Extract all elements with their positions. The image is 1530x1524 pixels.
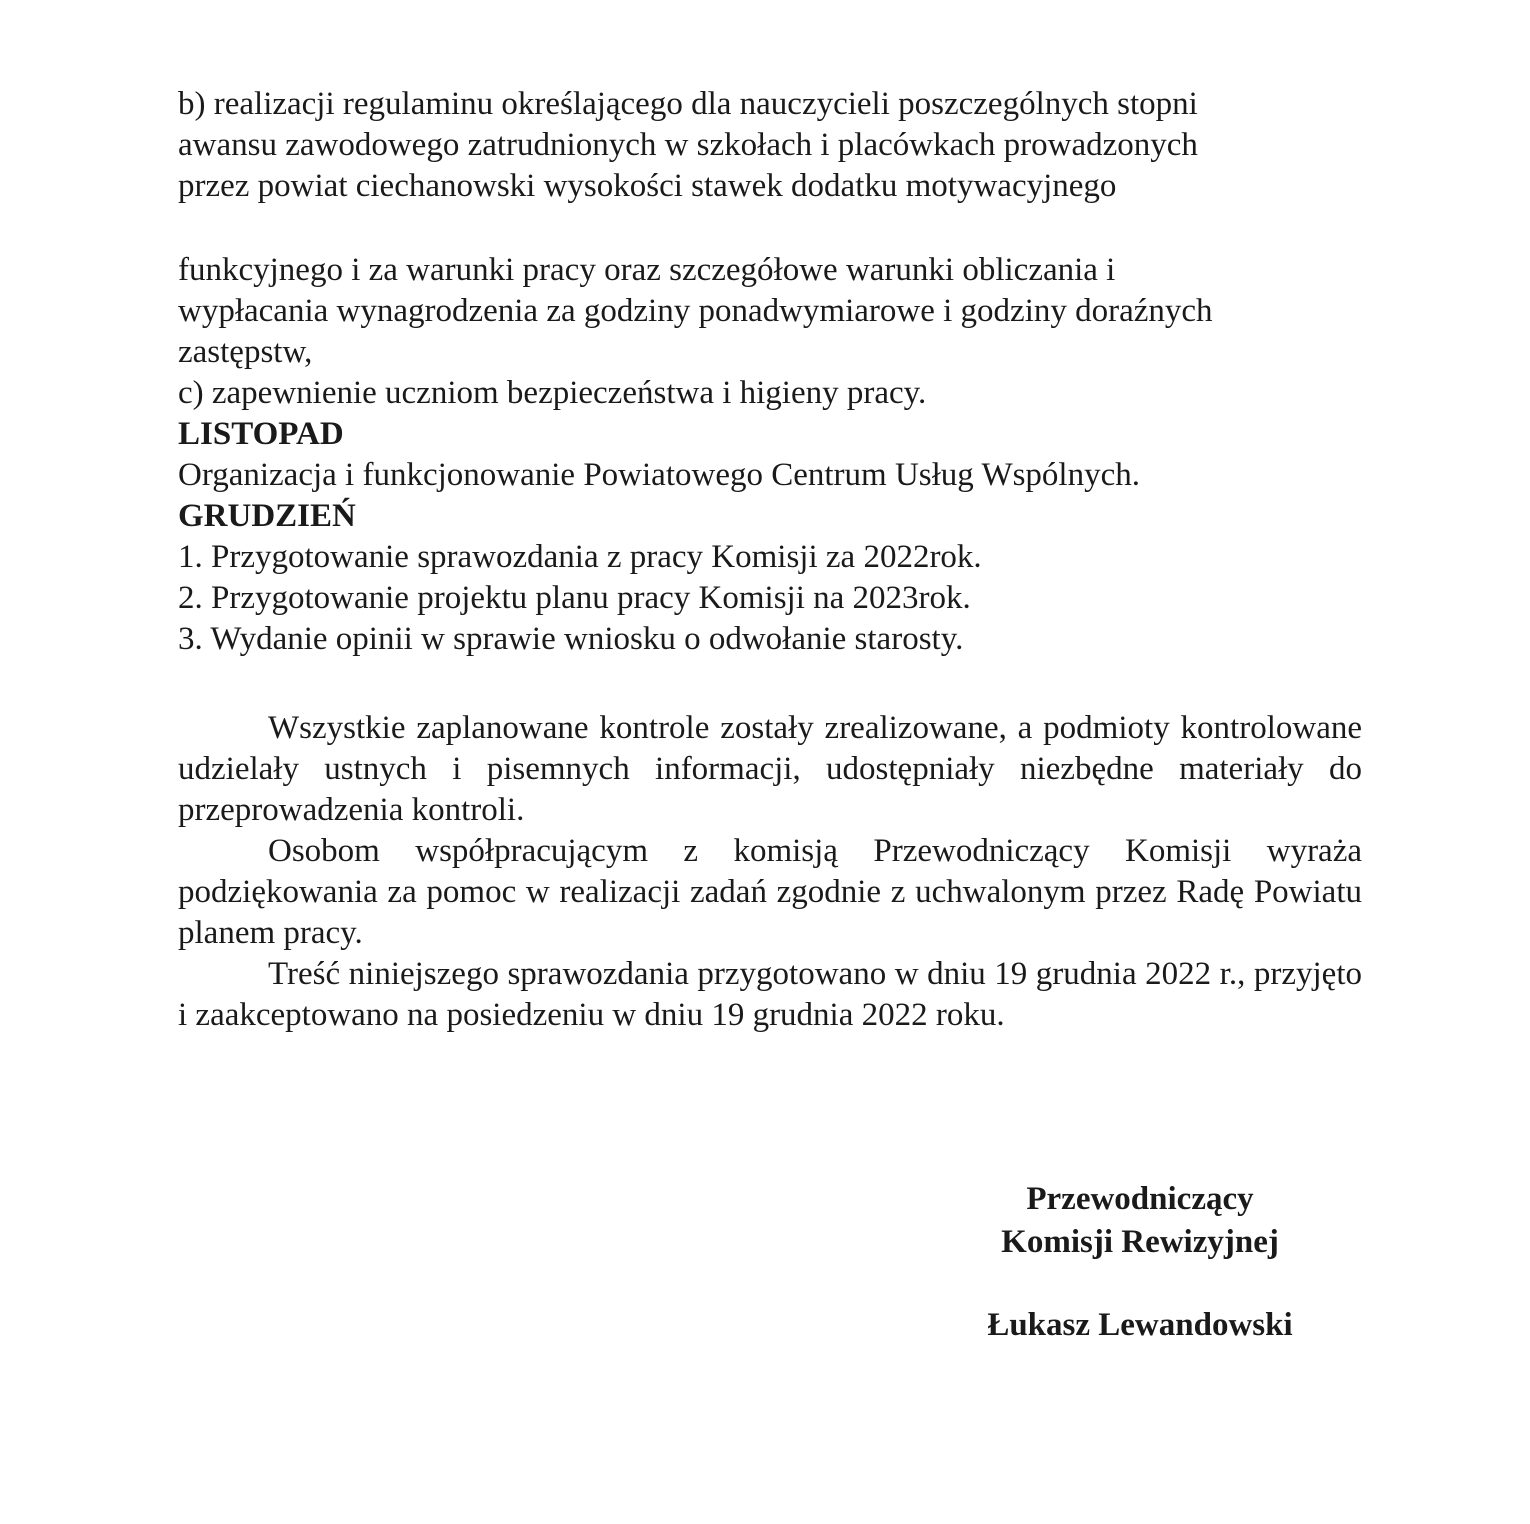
signature-block (900, 1178, 1380, 1347)
signature-title-line1: Przewodniczący (1026, 1181, 1254, 1217)
section-heading-listopad: LISTOPAD (178, 416, 344, 452)
spacer (178, 660, 1362, 708)
signature-name: Łukasz Lewandowski (987, 1307, 1293, 1343)
text-line: przez powiat ciechanowski wysokości stawek dodatku motywacyjnego (178, 168, 1117, 204)
paragraph-thanks: Osobom współpracującym z komisją Przewodniczący Komisji wyraża podziękowania za pomoc w realizacji zadań zgodnie z uchwalonym przez Radę Powiatu planem pracy. (178, 833, 1362, 951)
list-item: 2. Przygotowanie projektu planu pracy Komisji na 2023rok. (178, 580, 971, 616)
text-line: b) realizacji regulaminu określającego dla nauczycieli poszczególnych stopni (178, 86, 1198, 122)
paragraph-date: Treść niniejszego sprawozdania przygotowano w dniu 19 grudnia 2022 r., przyjęto i zaakceptowano na posiedzeniu w dniu 19 grudnia 2022 roku. (178, 956, 1362, 1033)
spacer (178, 207, 1362, 250)
list-item-c: c) zapewnienie uczniom bezpieczeństwa i higieny pracy. (178, 375, 927, 411)
document-body (178, 84, 1362, 1036)
spacer (900, 1264, 1380, 1304)
text-line: zastępstw, (178, 334, 313, 370)
list-item: 1. Przygotowanie sprawozdania z pracy Komisji za 2022rok. (178, 539, 982, 575)
text-line: wypłacania wynagrodzenia za godziny ponadwymiarowe i godziny doraźnych (178, 293, 1213, 329)
paragraph-controls: Wszystkie zaplanowane kontrole zostały zrealizowane, a podmioty kontrolowane udzielały ustnych i pisemnych informacji, udostępniały niezbędne materiały do przeprowadzenia kontroli. (178, 710, 1362, 828)
section-heading-grudzien: GRUDZIEŃ (178, 498, 356, 534)
text-line: awansu zawodowego zatrudnionych w szkołach i placówkach prowadzonych (178, 127, 1198, 163)
list-item: 3. Wydanie opinii w sprawie wniosku o odwołanie starosty. (178, 621, 964, 657)
text-line: funkcyjnego i za warunki pracy oraz szczegółowe warunki obliczania i (178, 252, 1116, 288)
signature-title-line2: Komisji Rewizyjnej (1001, 1224, 1279, 1260)
listopad-text: Organizacja i funkcjonowanie Powiatowego Centrum Usług Wspólnych. (178, 457, 1140, 493)
